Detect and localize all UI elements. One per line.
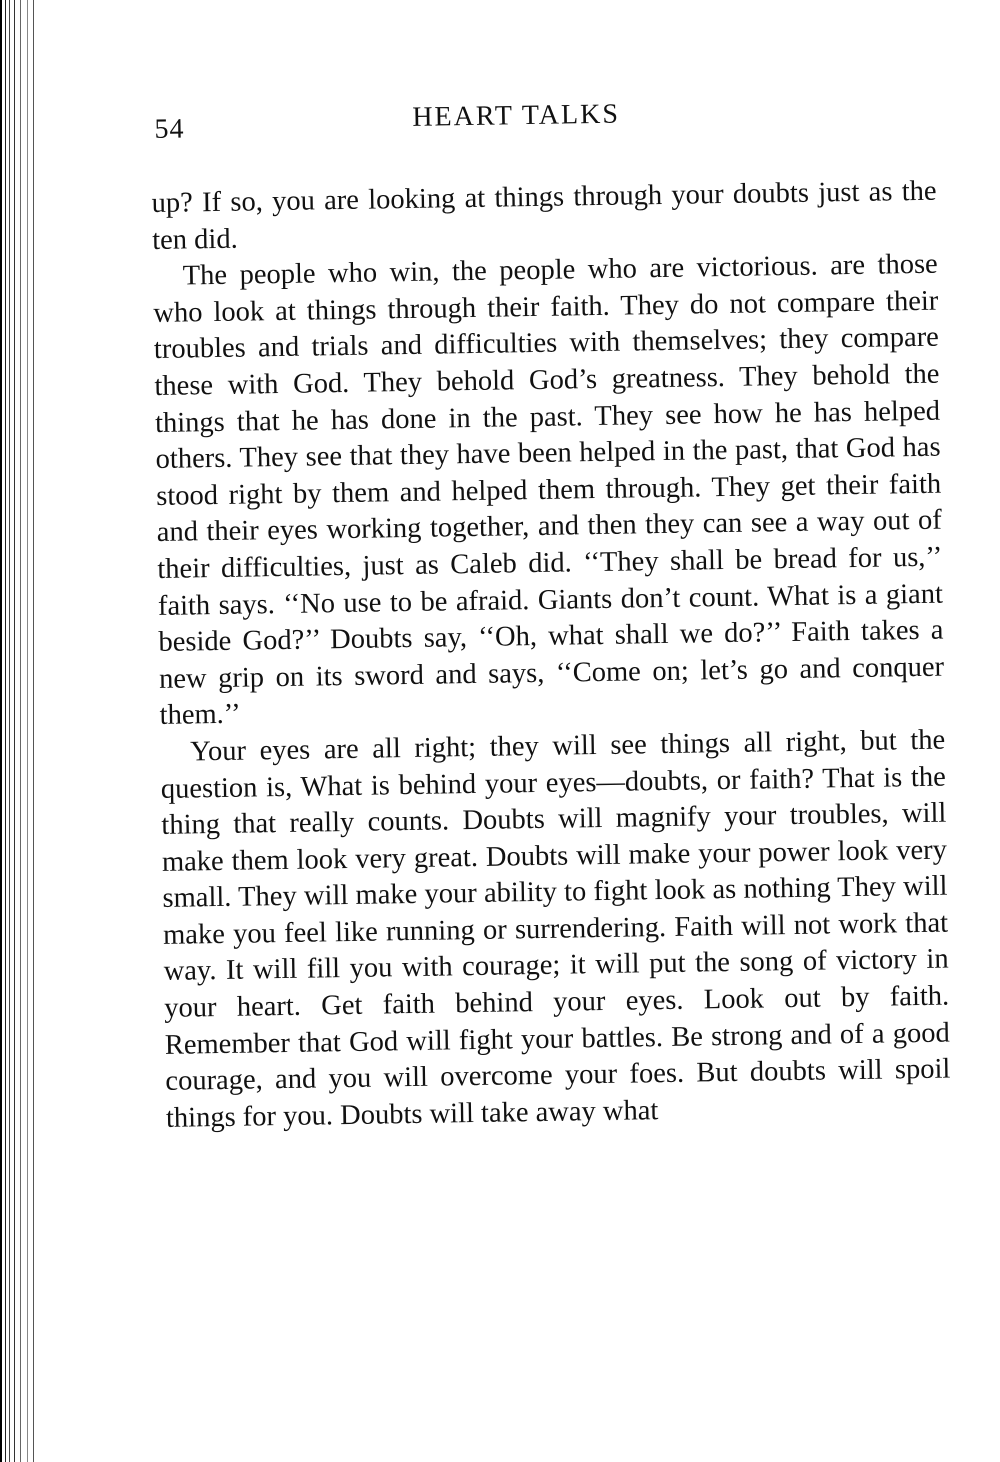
running-title: HEART TALKS [412, 98, 621, 133]
book-page [150, 88, 951, 1138]
binding-edge [0, 0, 40, 1462]
paragraph-victorious: The people who win, the people who are victorious. are those who look at things through their faith. They do not compare their troubles and trials and difficulties with themselves; they compare these with God. They behold God’s greatness. They behold the things that he has done in the past. They see how he has helped others. They see that they have been helped in the past, that God has stood right by them and helped them through. They get their faith and their eyes working together, and then they can see a way out of their difficulties, just as Caleb did. ‘‘They shall be bread for us,’’ faith says. ‘‘No use to be afraid. Giants don’t count. What is a giant beside God?’’ Doubts say, ‘‘Oh, what shall we do?’’ Faith takes a new grip on its sword and says, ‘‘Come on; let’s go and conquer them.’’ [153, 248, 945, 732]
paragraph-continued: up? If so, you are looking at things through your doubts just as the ten did. [151, 175, 937, 256]
running-head [150, 88, 936, 148]
paragraph-eyes: Your eyes are all right; they will see things all right, but the question is, What is behind your eyes—doubts, or faith? That is the thing that really counts. Doubts will magnify your troubles, will make them look very great. Doubts will make your power look very small. They will make your ability to fight look as nothing They will make you feel like running or surrendering. Faith will not work that way. It will fill you with courage; it will put the song of victory in your heart. Get faith behind your eyes. Look out by faith. Remember that God will fight your battles. Be strong and of a good courage, and you will overcome your foes. But doubts will spoil things for you. Doubts will take away what [160, 724, 951, 1134]
body-text [151, 174, 951, 1138]
page-number: 54 [154, 113, 185, 145]
